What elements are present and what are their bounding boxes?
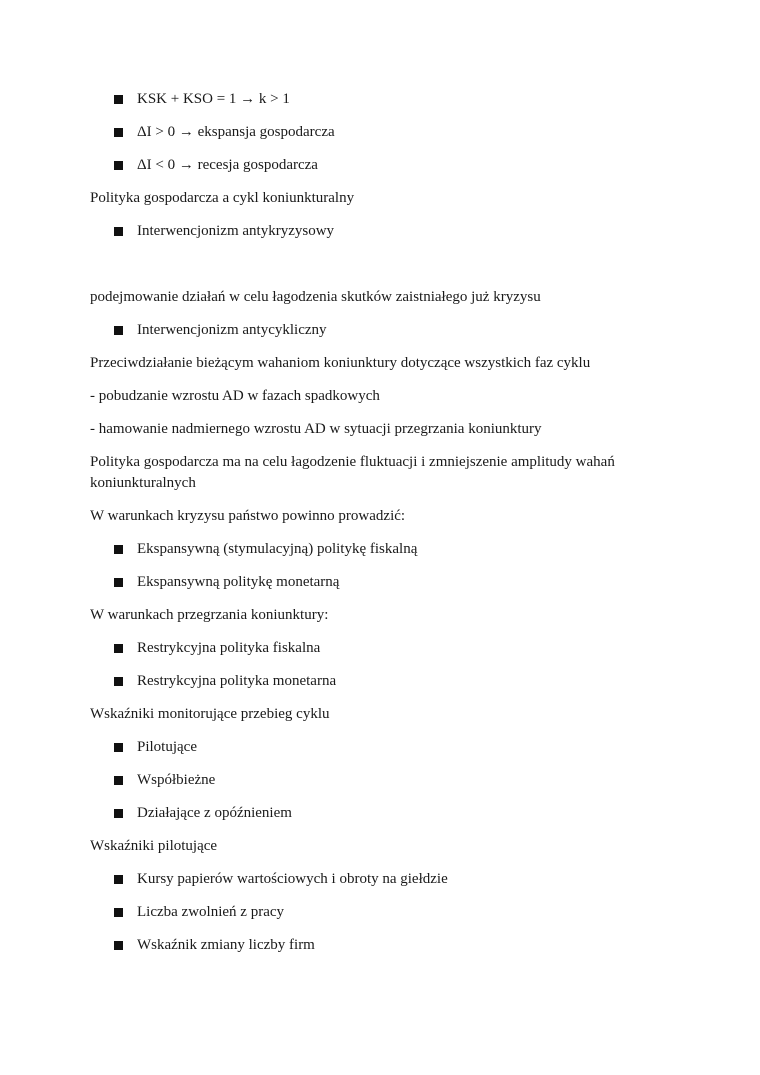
bullet-square-icon bbox=[114, 809, 123, 818]
paragraph: - pobudzanie wzrostu AD w fazach spadkowych bbox=[90, 388, 380, 404]
bullet-square-icon bbox=[114, 644, 123, 653]
bullet-square-icon bbox=[114, 677, 123, 686]
bullet-square-icon bbox=[114, 95, 123, 104]
paragraph: W warunkach kryzysu państwo powinno prowadzić: bbox=[90, 508, 406, 524]
bullet-square-icon bbox=[114, 128, 123, 137]
bullet-square-icon bbox=[114, 545, 123, 554]
section-heading: Polityka gospodarcza a cykl koniunkturalny bbox=[90, 190, 355, 206]
bullet-square-icon bbox=[114, 743, 123, 752]
bullet-square-icon bbox=[114, 161, 123, 170]
bullet-square-icon bbox=[114, 578, 123, 587]
bullet-square-icon bbox=[114, 908, 123, 917]
paragraph: - hamowanie nadmiernego wzrostu AD w sytuacji przegrzania koniunktury bbox=[90, 421, 542, 437]
section-heading: Wskaźniki monitorujące przebieg cyklu bbox=[90, 706, 330, 722]
paragraph: Polityka gospodarcza ma na celu łagodzenie fluktuacji i zmniejszenie amplitudy wahań koniunkturalnych bbox=[90, 454, 615, 491]
paragraph: podejmowanie działań w celu łagodzenia skutków zaistniałego już kryzysu bbox=[90, 289, 541, 305]
bullet-square-icon bbox=[114, 326, 123, 335]
paragraph: Przeciwdziałanie bieżącym wahaniom koniunktury dotyczące wszystkich faz cyklu bbox=[90, 355, 591, 371]
bullet-square-icon bbox=[114, 875, 123, 884]
bullet-square-icon bbox=[114, 227, 123, 236]
bullet-square-icon bbox=[114, 776, 123, 785]
document-page: KSK + KSO = 1 → k > 1 ΔI > 0 → ekspansja gospodarcza ΔI < 0 → recesja gospodarcza Polityka gospodarcza a cykl koniunkturalny Interwencjonizm antykryzysowy podejmowanie działań w celu łagodzenia skutków zaistniałego już kryzysu Interwencjonizm antycykliczny Przeciwdziałanie bieżącym wahaniom koniunktury dotyczące wszystkich faz cyklu - pobudzanie wzrostu AD w fazach spadkowych - hamowanie nadmiernego wzrostu AD w sytuacji przegrzania koniunktury Polityka gospodarcza ma na celu łagodzenie fluktuacji i zmniejszenie amplitudy wahań koniunkturalnych W warunkach kryzysu państwo powinno prowadzić: Ekspansywną (stymulacyjną) politykę fiskalną Ekspansywną politykę monetarną W warunkach przegrzania koniunktury: Restrykcyjna polityka fiskalna Restrykcyjna polityka monetarna Wskaźniki monitorujące przebieg cyklu Pilotujące Współbieżne Działające z opóźnieniem Wskaźniki pilotujące Kursy papierów wartościowych i obroty na giełdzie Liczba zwolnień z pracy Wskaźnik zmiany liczby firm bbox=[0, 0, 760, 1075]
bullet-square-icon bbox=[114, 941, 123, 950]
paragraph: W warunkach przegrzania koniunktury: bbox=[90, 607, 329, 623]
section-heading: Wskaźniki pilotujące bbox=[90, 838, 218, 854]
